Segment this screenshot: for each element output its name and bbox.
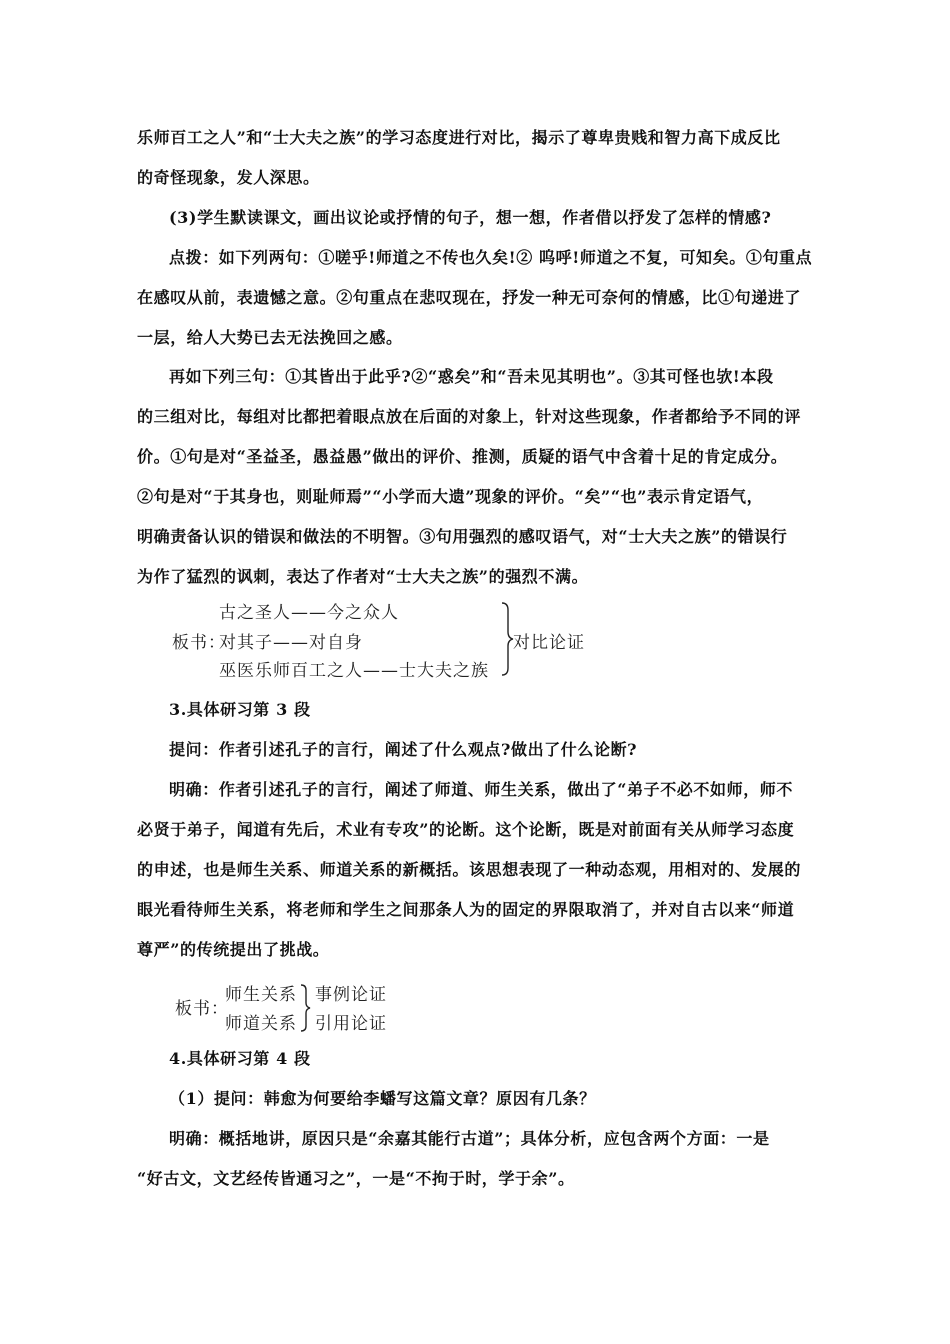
- board-result: 对比论证: [513, 633, 585, 653]
- paragraph-line: 价。①句是对“圣益圣，愚益愚”做出的评价、推测，质疑的语气中含着十足的肯定成分。: [137, 447, 788, 466]
- question-paragraph: (3)学生默读课文，画出议论或抒情的句子，想一想，作者借以抒发了怎样的情感?: [169, 208, 772, 227]
- board-row: 巫医乐师百工之人——士大夫之族: [219, 661, 489, 681]
- paragraph-line: 再如下列三句：①其皆出于此乎?②“惑矣”和“吾未见其明也”。③其可怪也欤!本段: [169, 367, 774, 386]
- board-label: 板书：: [172, 633, 226, 653]
- paragraph-line: 乐师百工之人”和“士大夫之族”的学习态度进行对比，揭示了尊卑贵贱和智力高下成反比: [137, 128, 781, 147]
- paragraph-line: ②句是对“于其身也，则耻师焉”“小学而大遗”现象的评价。“矣”“也”表示肯定语气，: [137, 487, 764, 506]
- board-row: 古之圣人——今之众人: [219, 603, 399, 623]
- board-notes-relations: [173, 980, 433, 1036]
- board-notes-contrast: [170, 596, 630, 680]
- board-label: 板书：: [175, 999, 229, 1019]
- board-result: 事例论证: [315, 985, 387, 1005]
- paragraph-line: 眼光看待师生关系，将老师和学生之间那条人为的固定的界限取消了，并对自古以来“师道: [137, 900, 795, 919]
- paragraph-line: 在感叹从前，表遗憾之意。②句重点在悲叹现在，抒发一种无可奈何的情感，比①句递进了: [137, 288, 802, 307]
- question-paragraph: 提问：作者引述孔子的言行，阐述了什么观点?做出了什么论断?: [169, 740, 638, 759]
- paragraph-line: 必贤于弟子，闻道有先后，术业有专攻”的论断。这个论断，既是对前面有关从师学习态度: [137, 820, 795, 839]
- board-row: 对其子——对自身: [219, 633, 363, 653]
- paragraph-line: 明确：概括地讲，原因只是“余嘉其能行古道”；具体分析，应包含两个方面：一是: [169, 1129, 770, 1148]
- paragraph-line: 的申述，也是师生关系、师道关系的新概括。该思想表现了一种动态观，用相对的、发展的: [137, 860, 802, 879]
- paragraph-line: 的三组对比，每组对比都把着眼点放在后面的对象上，针对这些现象，作者都给予不同的评: [137, 407, 802, 426]
- right-brace-icon: [299, 984, 313, 1032]
- board-row: 师生关系: [225, 985, 297, 1005]
- section-heading: 4.具体研习第 4 段: [169, 1049, 311, 1068]
- question-paragraph: （1）提问：韩愈为何要给李蟠写这篇文章？原因有几条？: [169, 1089, 596, 1108]
- paragraph-line: 为作了猛烈的讽刺，表达了作者对“士大夫之族”的强烈不满。: [137, 567, 589, 586]
- paragraph-line: “好古文，文艺经传皆通习之”，一是“不拘于时，学于余”。: [137, 1169, 575, 1188]
- paragraph-line: 明确：作者引述孔子的言行，阐述了师道、师生关系，做出了“弟子不必不如师，师不: [169, 780, 794, 799]
- board-row: 师道关系: [225, 1014, 297, 1034]
- board-result: 引用论证: [315, 1014, 387, 1034]
- paragraph-line: 的奇怪现象，发人深思。: [137, 168, 320, 187]
- paragraph-line: 尊严”的传统提出了挑战。: [137, 940, 330, 959]
- paragraph-line: 一层，给人大势已去无法挽回之感。: [137, 328, 403, 347]
- paragraph-line: 点拨：如下列两句：①嗟乎!师道之不传也久矣!② 呜呼!师道之不复，可知矣。①句重点: [169, 248, 813, 267]
- paragraph-line: 明确责备认识的错误和做法的不明智。③句用强烈的感叹语气，对“士大夫之族”的错误行: [137, 527, 788, 546]
- section-heading: 3.具体研习第 3 段: [169, 700, 311, 719]
